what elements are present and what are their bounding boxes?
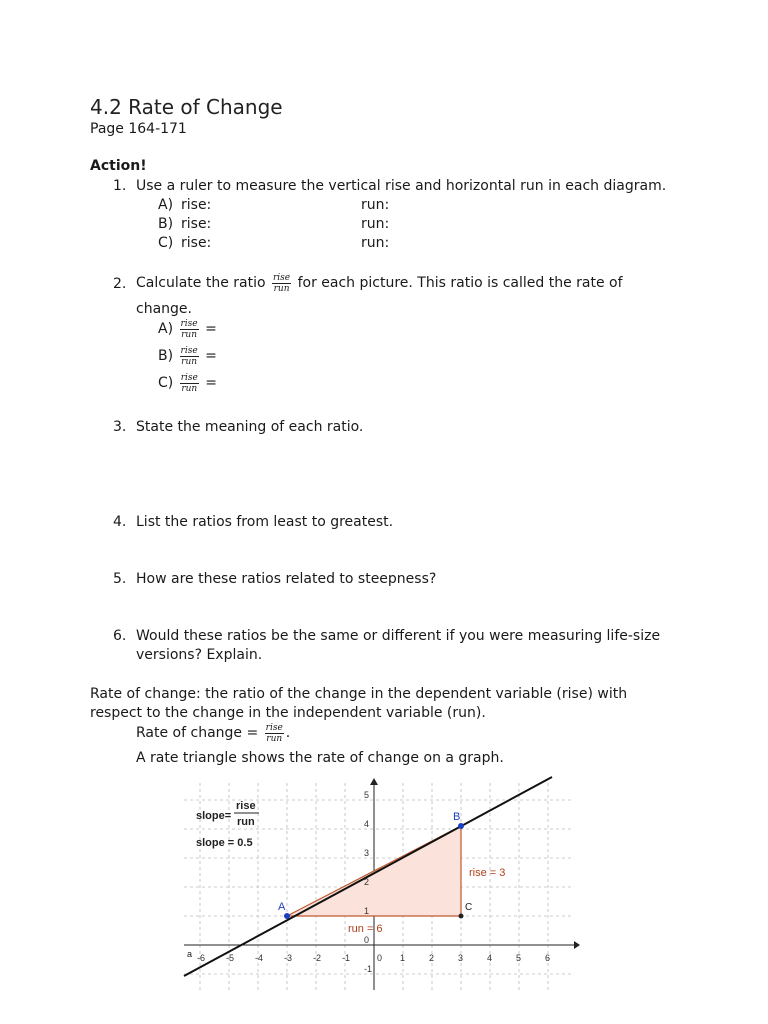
x-tick-label: -4 — [255, 953, 264, 963]
q2-item-c: C) $\frac{\text{rise}}{\text{run}}$ = — [158, 372, 218, 394]
q6-line1: Would these ratios be the same or different if you were measuring life-size — [136, 628, 661, 644]
q1-number: 1. — [113, 178, 127, 194]
x-tick-label: 6 — [545, 953, 551, 963]
rise-run-fraction: $\frac{\text{rise}}{\text{run}}$ — [273, 272, 291, 294]
q3-number: 3. — [113, 419, 127, 435]
slope-value: slope = 0.5 — [196, 837, 253, 849]
x-tick-label: 4 — [487, 953, 493, 963]
q4-number: 4. — [113, 514, 127, 530]
point-a — [284, 913, 290, 919]
page-reference: Page 164-171 — [90, 121, 187, 137]
axis-corner-label: a — [187, 949, 193, 959]
q1-row-c-run: run: — [361, 235, 390, 251]
y-tick-label: -1 — [364, 964, 373, 974]
y-tick-label: 2 — [364, 877, 370, 887]
q5-number: 5. — [113, 571, 127, 587]
q3-text: State the meaning of each ratio. — [136, 419, 364, 435]
y-tick-label: 1 — [364, 906, 370, 916]
q1-text: Use a ruler to measure the vertical rise and horizontal run in each diagram. — [136, 178, 667, 194]
y-tick-label: 3 — [364, 848, 370, 858]
point-b — [458, 823, 464, 829]
q1-row-b-rise: rise: — [181, 216, 212, 232]
x-tick-label: 3 — [458, 953, 464, 963]
point-c — [459, 914, 464, 919]
q1-row-c-rise: rise: — [181, 235, 212, 251]
q6-number: 6. — [113, 628, 127, 644]
x-tick-label: 2 — [429, 953, 435, 963]
x-tick-label: -5 — [226, 953, 235, 963]
q2-item-b: B) $\frac{\text{rise}}{\text{run}}$ = — [158, 345, 217, 367]
q2-text-after: for each picture. This ratio is called the rate of — [297, 275, 623, 291]
page-title: 4.2 Rate of Change — [90, 95, 283, 119]
q6-line2: versions? Explain. — [136, 647, 263, 663]
slope-rise: rise — [236, 800, 256, 812]
y-axis-arrow — [370, 778, 378, 785]
x-tick-label: -3 — [284, 953, 293, 963]
point-b-label: B — [453, 811, 461, 823]
x-tick-label: 1 — [400, 953, 406, 963]
y-tick-label: 5 — [364, 790, 370, 800]
q1-row-a-label: A) — [158, 197, 174, 213]
action-heading: Action! — [90, 158, 147, 174]
y-tick-label: 0 — [364, 935, 370, 945]
point-a-label: A — [278, 901, 286, 913]
definition-line4: A rate triangle shows the rate of change on a graph. — [136, 750, 504, 766]
run-label: run = 6 — [348, 923, 383, 935]
x-tick-label: -6 — [197, 953, 206, 963]
q2-number: 2. — [113, 276, 127, 292]
slope-run: run — [237, 816, 255, 828]
q4-text: List the ratios from least to greatest. — [136, 514, 394, 530]
rate-triangle-graph — [176, 775, 586, 995]
definition-line2: respect to the change in the independent variable (run). — [90, 705, 486, 721]
rise-label: rise = 3 — [469, 867, 506, 879]
q1-row-a-rise: rise: — [181, 197, 212, 213]
x-tick-label: 0 — [377, 953, 383, 963]
point-c-label: C — [465, 902, 473, 913]
x-axis-arrow — [574, 941, 580, 949]
q2-text-line2: change. — [136, 301, 192, 317]
x-tick-label: 5 — [516, 953, 522, 963]
q1-row-b-run: run: — [361, 216, 390, 232]
x-tick-label: -1 — [342, 953, 351, 963]
q2-text — [136, 270, 623, 296]
q1-row-c-label: C) — [158, 235, 174, 251]
x-tick-label: -2 — [313, 953, 322, 963]
rate-formula: Rate of change = $\frac{\text{rise}}{\text{run}}$ . — [136, 722, 291, 744]
definition-line1: Rate of change: the ratio of the change in the dependent variable (rise) with — [90, 686, 628, 702]
slope-label: slope= — [196, 810, 232, 822]
q1-row-a-run: run: — [361, 197, 390, 213]
q5-text: How are these ratios related to steepness? — [136, 571, 437, 587]
y-tick-label: 4 — [364, 819, 370, 829]
q1-row-b-label: B) — [158, 216, 174, 232]
q2-item-a: A) $\frac{\text{rise}}{\text{run}}$ = — [158, 318, 217, 340]
q2-text-before: Calculate the ratio — [136, 275, 266, 291]
